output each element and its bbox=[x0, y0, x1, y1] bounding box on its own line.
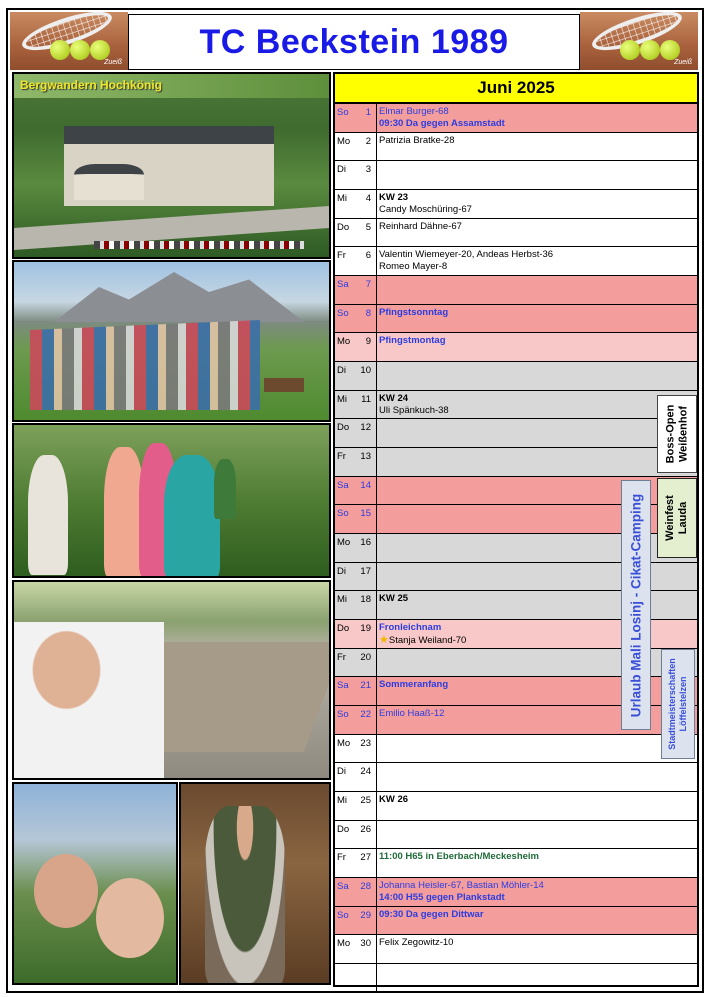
event-cell bbox=[377, 907, 697, 935]
event-entry: 09:30 Da gegen Assamstadt bbox=[379, 118, 505, 129]
weekday-label: So bbox=[337, 709, 349, 721]
calendar-row bbox=[335, 878, 697, 907]
day-cell bbox=[335, 649, 377, 677]
event-cell bbox=[377, 104, 697, 132]
event-box-boss-open bbox=[657, 395, 697, 473]
event-cell bbox=[377, 219, 697, 247]
week-number: KW 23 bbox=[379, 192, 409, 204]
day-number: 15 bbox=[360, 508, 371, 520]
day-cell bbox=[335, 419, 377, 447]
weekday-label: Mi bbox=[337, 393, 348, 405]
photo-hotel-alps bbox=[12, 72, 331, 259]
day-number: 25 bbox=[360, 795, 371, 807]
photo-caption: Bergwandern Hochkönig bbox=[20, 78, 163, 92]
calendar-row bbox=[335, 161, 697, 190]
calendar-row bbox=[335, 219, 697, 248]
event-cell bbox=[377, 161, 697, 189]
tennis-ball-icon bbox=[90, 40, 110, 60]
tennis-ball-icon bbox=[660, 40, 680, 60]
event-cell bbox=[377, 964, 697, 992]
event-cell bbox=[377, 305, 697, 333]
day-cell bbox=[335, 104, 377, 132]
day-cell bbox=[335, 620, 377, 648]
calendar-rows bbox=[335, 104, 697, 993]
event-entry: 11:00 H65 in Eberbach/Meckesheim bbox=[379, 851, 539, 863]
day-cell bbox=[335, 161, 377, 189]
birthday-entry: Romeo Mayer-8 bbox=[379, 261, 448, 273]
calendar-row bbox=[335, 935, 697, 964]
event-cell bbox=[377, 391, 697, 419]
day-number: 3 bbox=[365, 164, 371, 176]
weekday-label: Sa bbox=[337, 680, 349, 692]
day-number: 13 bbox=[360, 451, 371, 463]
weekday-label: Di bbox=[337, 365, 346, 377]
event-box-weinfest bbox=[657, 478, 697, 558]
event-cell bbox=[377, 333, 697, 361]
day-cell bbox=[335, 477, 377, 505]
day-number: 7 bbox=[365, 279, 371, 291]
day-number: 28 bbox=[360, 881, 371, 893]
event-cell bbox=[377, 419, 697, 447]
day-number: 6 bbox=[365, 250, 371, 262]
day-number: 29 bbox=[360, 909, 371, 921]
day-cell bbox=[335, 190, 377, 218]
birthday-entry: Candy Moschüring-67 bbox=[379, 204, 472, 216]
day-cell bbox=[335, 706, 377, 734]
day-number: 23 bbox=[360, 737, 371, 749]
week-number: KW 26 bbox=[379, 794, 409, 806]
day-number: 4 bbox=[365, 193, 371, 205]
calendar-row bbox=[335, 362, 697, 391]
event-cell bbox=[377, 362, 697, 390]
calendar-row bbox=[335, 276, 697, 305]
event-label-boss-open: Boss-Open Weißenhof bbox=[664, 404, 689, 464]
day-number: 26 bbox=[360, 823, 371, 835]
weekday-label: Mi bbox=[337, 594, 348, 606]
day-number: 5 bbox=[365, 221, 371, 233]
tennis-ball-icon bbox=[640, 40, 660, 60]
event-cell bbox=[377, 276, 697, 304]
calendar-row bbox=[335, 907, 697, 936]
event-cell bbox=[377, 878, 697, 906]
birthday-entry: Johanna Heisler-67, Bastian Möhler-14 bbox=[379, 880, 544, 892]
birthday-entry: ★Stanja Weiland-70 bbox=[379, 634, 467, 647]
event-cell bbox=[377, 190, 697, 218]
month-header: Juni 2025 bbox=[335, 74, 697, 104]
day-number: 10 bbox=[360, 365, 371, 377]
tennis-ball-icon bbox=[50, 40, 70, 60]
photo-man-hut bbox=[179, 782, 331, 985]
day-number: 14 bbox=[360, 479, 371, 491]
weekday-label: Mo bbox=[337, 336, 351, 348]
day-number: 19 bbox=[360, 623, 371, 635]
calendar-row bbox=[335, 735, 697, 764]
day-number: 22 bbox=[360, 709, 371, 721]
day-number: 18 bbox=[360, 594, 371, 606]
day-cell bbox=[335, 677, 377, 705]
birthday-entry: Valentin Wiemeyer-20, Andeas Herbst-36 bbox=[379, 249, 554, 261]
day-number: 27 bbox=[360, 852, 371, 864]
day-cell bbox=[335, 276, 377, 304]
event-cell bbox=[377, 247, 697, 275]
birthday-entry: Emilio Haaß-12 bbox=[379, 708, 445, 720]
day-number: 24 bbox=[360, 766, 371, 778]
calendar-row bbox=[335, 448, 697, 477]
birthday-entry: Patrizia Bratke-28 bbox=[379, 134, 455, 146]
day-number: 21 bbox=[360, 680, 371, 692]
event-cell bbox=[377, 448, 697, 476]
weekday-label: Fr bbox=[337, 852, 346, 864]
event-label-urlaub: Urlaub Mali Losinj - Cikat-Camping bbox=[628, 493, 644, 717]
weekday-label: Mo bbox=[337, 737, 351, 749]
day-cell bbox=[335, 448, 377, 476]
weekday-label: So bbox=[337, 107, 349, 118]
day-number: 30 bbox=[360, 938, 371, 950]
weekday-label: So bbox=[337, 508, 349, 520]
weekday-label: Mo bbox=[337, 938, 351, 950]
birthday-entry: Uli Spänkuch-38 bbox=[379, 404, 449, 416]
event-entry: Pfingstmontag bbox=[379, 335, 446, 347]
calendar-row bbox=[335, 190, 697, 219]
day-cell bbox=[335, 849, 377, 877]
event-box-urlaub bbox=[621, 480, 651, 730]
calendar-row bbox=[335, 821, 697, 850]
calendar-row bbox=[335, 763, 697, 792]
event-cell bbox=[377, 792, 697, 820]
day-cell bbox=[335, 333, 377, 361]
event-label-stadtmeisterschaften: Stadtmeisterschaften Löffelstelzen bbox=[667, 658, 688, 750]
month-calendar bbox=[333, 72, 699, 987]
day-cell bbox=[335, 534, 377, 562]
weekday-label: So bbox=[337, 909, 349, 921]
calendar-row bbox=[335, 247, 697, 276]
photo-selfie-couple bbox=[12, 782, 178, 985]
calendar-row bbox=[335, 104, 697, 133]
calendar-row bbox=[335, 133, 697, 162]
day-cell bbox=[335, 735, 377, 763]
birthday-entry: Felix Zegowitz-10 bbox=[379, 937, 454, 949]
weekday-label: Sa bbox=[337, 279, 349, 291]
weekday-label: Sa bbox=[337, 479, 349, 491]
day-cell bbox=[335, 133, 377, 161]
week-number: KW 24 bbox=[379, 392, 409, 404]
calendar-row bbox=[335, 849, 697, 878]
day-cell bbox=[335, 305, 377, 333]
weekday-label: Fr bbox=[337, 651, 346, 663]
tennis-ball-icon bbox=[70, 40, 90, 60]
day-cell bbox=[335, 219, 377, 247]
event-box-stadtmeisterschaften bbox=[661, 649, 695, 759]
day-number: 11 bbox=[361, 393, 371, 405]
weekday-label: Do bbox=[337, 221, 350, 233]
weekday-label: Mi bbox=[337, 795, 348, 807]
weekday-label: Di bbox=[337, 766, 346, 778]
weekday-label: Fr bbox=[337, 451, 346, 463]
tennis-ball-icon bbox=[620, 40, 640, 60]
weekday-label: Do bbox=[337, 422, 350, 434]
day-number: 20 bbox=[360, 651, 371, 663]
weekday-label: Fr bbox=[337, 250, 346, 262]
calendar-row bbox=[335, 419, 697, 448]
weekday-label: Do bbox=[337, 623, 350, 635]
corner-signature: Zueiß bbox=[104, 59, 122, 66]
day-cell bbox=[335, 563, 377, 591]
event-label-weinfest: Weinfest Lauda bbox=[664, 495, 690, 541]
star-icon: ★ bbox=[379, 634, 389, 647]
tennis-corner-image-left bbox=[10, 12, 128, 70]
calendar-row bbox=[335, 333, 697, 362]
event-entry: 14:00 H55 gegen Plankstadt bbox=[379, 892, 505, 904]
day-cell bbox=[335, 362, 377, 390]
weekday-label: Di bbox=[337, 565, 346, 577]
event-cell bbox=[377, 821, 697, 849]
calendar-row bbox=[335, 964, 697, 993]
photo-terrace-group bbox=[12, 580, 331, 780]
day-cell bbox=[335, 792, 377, 820]
page-title: TC Beckstein 1989 bbox=[199, 22, 509, 61]
event-entry: Fronleichnam bbox=[379, 622, 442, 634]
day-cell bbox=[335, 763, 377, 791]
day-cell bbox=[335, 964, 377, 992]
event-cell bbox=[377, 763, 697, 791]
day-number: 8 bbox=[365, 307, 371, 319]
weekday-label: Di bbox=[337, 164, 346, 176]
event-entry: Sommeranfang bbox=[379, 679, 449, 691]
day-cell bbox=[335, 878, 377, 906]
calendar-row bbox=[335, 391, 697, 420]
event-entry: Pfingstsonntag bbox=[379, 306, 449, 318]
day-cell bbox=[335, 935, 377, 963]
photo-hiking-group bbox=[12, 260, 331, 422]
day-cell bbox=[335, 505, 377, 533]
day-number: 2 bbox=[365, 135, 371, 147]
birthday-entry: Elmar Burger-68 bbox=[379, 106, 449, 117]
calendar-row bbox=[335, 792, 697, 821]
event-cell bbox=[377, 849, 697, 877]
day-number: 17 bbox=[360, 565, 371, 577]
weekday-label: So bbox=[337, 307, 349, 319]
day-cell bbox=[335, 247, 377, 275]
weekday-label: Mo bbox=[337, 537, 351, 549]
event-cell bbox=[377, 133, 697, 161]
event-cell bbox=[377, 735, 697, 763]
calendar-row bbox=[335, 305, 697, 334]
weekday-label: Mo bbox=[337, 135, 351, 147]
photo-hikers-trail bbox=[12, 423, 331, 578]
title-box bbox=[128, 14, 580, 70]
day-cell bbox=[335, 391, 377, 419]
day-number: 16 bbox=[360, 537, 371, 549]
day-cell bbox=[335, 821, 377, 849]
weekday-label: Sa bbox=[337, 881, 349, 893]
tennis-corner-image-right bbox=[580, 12, 698, 70]
day-cell bbox=[335, 591, 377, 619]
day-number: 12 bbox=[360, 422, 371, 434]
day-number: 1 bbox=[365, 107, 371, 118]
event-entry: 09:30 Da gegen Dittwar bbox=[379, 908, 484, 920]
day-number: 9 bbox=[365, 336, 371, 348]
birthday-entry: Reinhard Dähne-67 bbox=[379, 220, 462, 232]
corner-signature: Zueiß bbox=[674, 59, 692, 66]
weekday-label: Do bbox=[337, 823, 350, 835]
week-number: KW 25 bbox=[379, 593, 409, 605]
weekday-label: Mi bbox=[337, 193, 348, 205]
day-cell bbox=[335, 907, 377, 935]
event-cell bbox=[377, 935, 697, 963]
